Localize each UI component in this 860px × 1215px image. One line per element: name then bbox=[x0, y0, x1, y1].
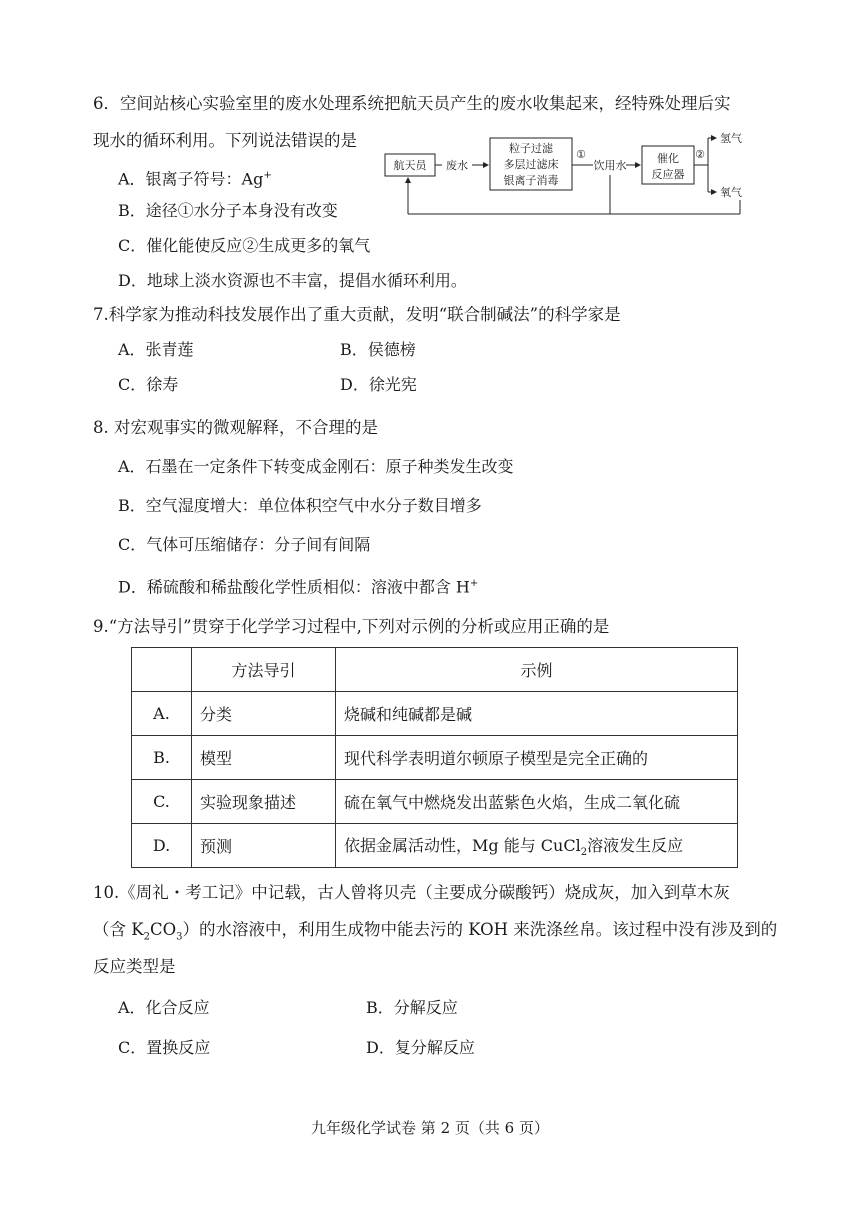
q10-stem-line2: （含 $K_2CO_3$）的水溶液中，利用生成物中能去污的 KOH 来洗涤丝帛。该过程中没有涉及到的 bbox=[93, 920, 778, 943]
diagram-wastewater: 废水 bbox=[446, 159, 468, 172]
table-row bbox=[132, 780, 738, 824]
table-header-row bbox=[132, 648, 738, 692]
q8-option-d: D．稀硫酸和稀盐酸化学性质相似：溶液中都含 H+ bbox=[118, 577, 479, 597]
q10-option-b: B．分解反应 bbox=[366, 998, 458, 1017]
q8-stem: 8. 对宏观事实的微观解释，不合理的是 bbox=[93, 418, 378, 437]
diagram-path1: ① bbox=[576, 148, 586, 161]
diagram-reactor-line2: 反应器 bbox=[651, 168, 685, 181]
q7-option-b: B．侯德榜 bbox=[340, 340, 416, 359]
q6-option-d: D．地球上淡水资源也不丰富，提倡水循环利用。 bbox=[118, 271, 467, 290]
diagram-reactor-line1: 催化 bbox=[657, 152, 679, 165]
q8-option-c: C．气体可压缩储存：分子间有间隔 bbox=[118, 535, 371, 554]
diagram-astronaut: 航天员 bbox=[393, 159, 427, 172]
table-row bbox=[132, 736, 738, 780]
table-cell: 现代科学表明道尔顿原子模型是完全正确的 bbox=[336, 736, 738, 780]
table-cell: 实验现象描述 bbox=[192, 780, 336, 824]
diagram-filter-line1: 粒子过滤 bbox=[509, 142, 553, 155]
q6-stem-line2: 现水的循环利用。下列说法错误的是 bbox=[93, 131, 357, 150]
q6-option-b: B．途径①水分子本身没有改变 bbox=[118, 201, 338, 220]
table-cell: A. bbox=[132, 692, 192, 736]
diagram-drinking-water: 饮用水 bbox=[593, 159, 627, 172]
table-cell: B. bbox=[132, 736, 192, 780]
water-cycle-diagram bbox=[380, 128, 765, 220]
table-cell: C. bbox=[132, 780, 192, 824]
q9-table bbox=[131, 647, 738, 868]
table-cell: 预测 bbox=[192, 824, 336, 868]
q6-option-a: A．银离子符号：Ag+ bbox=[118, 169, 272, 189]
q10-option-a: A．化合反应 bbox=[118, 998, 210, 1017]
diagram-hydrogen: 氢气 bbox=[720, 132, 742, 145]
table-cell: 依据金属活动性，Mg 能与 CuCl$_2$溶液发生反应 bbox=[336, 824, 738, 868]
page-footer: 九年级化学试卷 第 2 页（共 6 页） bbox=[311, 1119, 549, 1137]
table-header-cell: 方法导引 bbox=[192, 648, 336, 692]
table-cell: 分类 bbox=[192, 692, 336, 736]
q8-option-a: A．石墨在一定条件下转变成金刚石：原子种类发生改变 bbox=[118, 457, 514, 476]
table-cell: D. bbox=[132, 824, 192, 868]
q7-option-a: A．张青莲 bbox=[118, 340, 194, 359]
q6-stem-line1: 6．空间站核心实验室里的废水处理系统把航天员产生的废水收集起来，经特殊处理后实 bbox=[93, 94, 731, 113]
q7-option-c: C．徐寿 bbox=[118, 375, 179, 394]
q10-option-d: D．复分解反应 bbox=[366, 1038, 475, 1057]
q9-stem: 9.“方法导引”贯穿于化学学习过程中,下列对示例的分析或应用正确的是 bbox=[93, 617, 610, 636]
q10-stem-line1: 10.《周礼・考工记》中记载，古人曾将贝壳（主要成分碳酸钙）烧成灰，加入到草木灰 bbox=[93, 883, 730, 902]
table-header-cell bbox=[132, 648, 192, 692]
diagram-filter-line3: 银离子消毒 bbox=[503, 174, 559, 187]
diagram-path2: ② bbox=[695, 148, 705, 161]
diagram-oxygen: 氧气 bbox=[720, 186, 742, 199]
q7-stem: 7.科学家为推动科技发展作出了重大贡献，发明“联合制碱法”的科学家是 bbox=[93, 305, 621, 324]
table-cell: 烧碱和纯碱都是碱 bbox=[336, 692, 738, 736]
q7-option-d: D．徐光宪 bbox=[340, 375, 417, 394]
diagram-filter-line2: 多层过滤床 bbox=[503, 158, 559, 171]
q10-option-c: C．置换反应 bbox=[118, 1038, 211, 1057]
table-cell: 模型 bbox=[192, 736, 336, 780]
table-cell: 硫在氧气中燃烧发出蓝紫色火焰，生成二氧化硫 bbox=[336, 780, 738, 824]
q8-option-b: B．空气湿度增大：单位体积空气中水分子数目增多 bbox=[118, 496, 482, 515]
table-row bbox=[132, 824, 738, 868]
q6-option-c: C．催化能使反应②生成更多的氧气 bbox=[118, 236, 371, 255]
q10-stem-line3: 反应类型是 bbox=[93, 957, 176, 976]
table-header-cell: 示例 bbox=[336, 648, 738, 692]
table-row bbox=[132, 692, 738, 736]
